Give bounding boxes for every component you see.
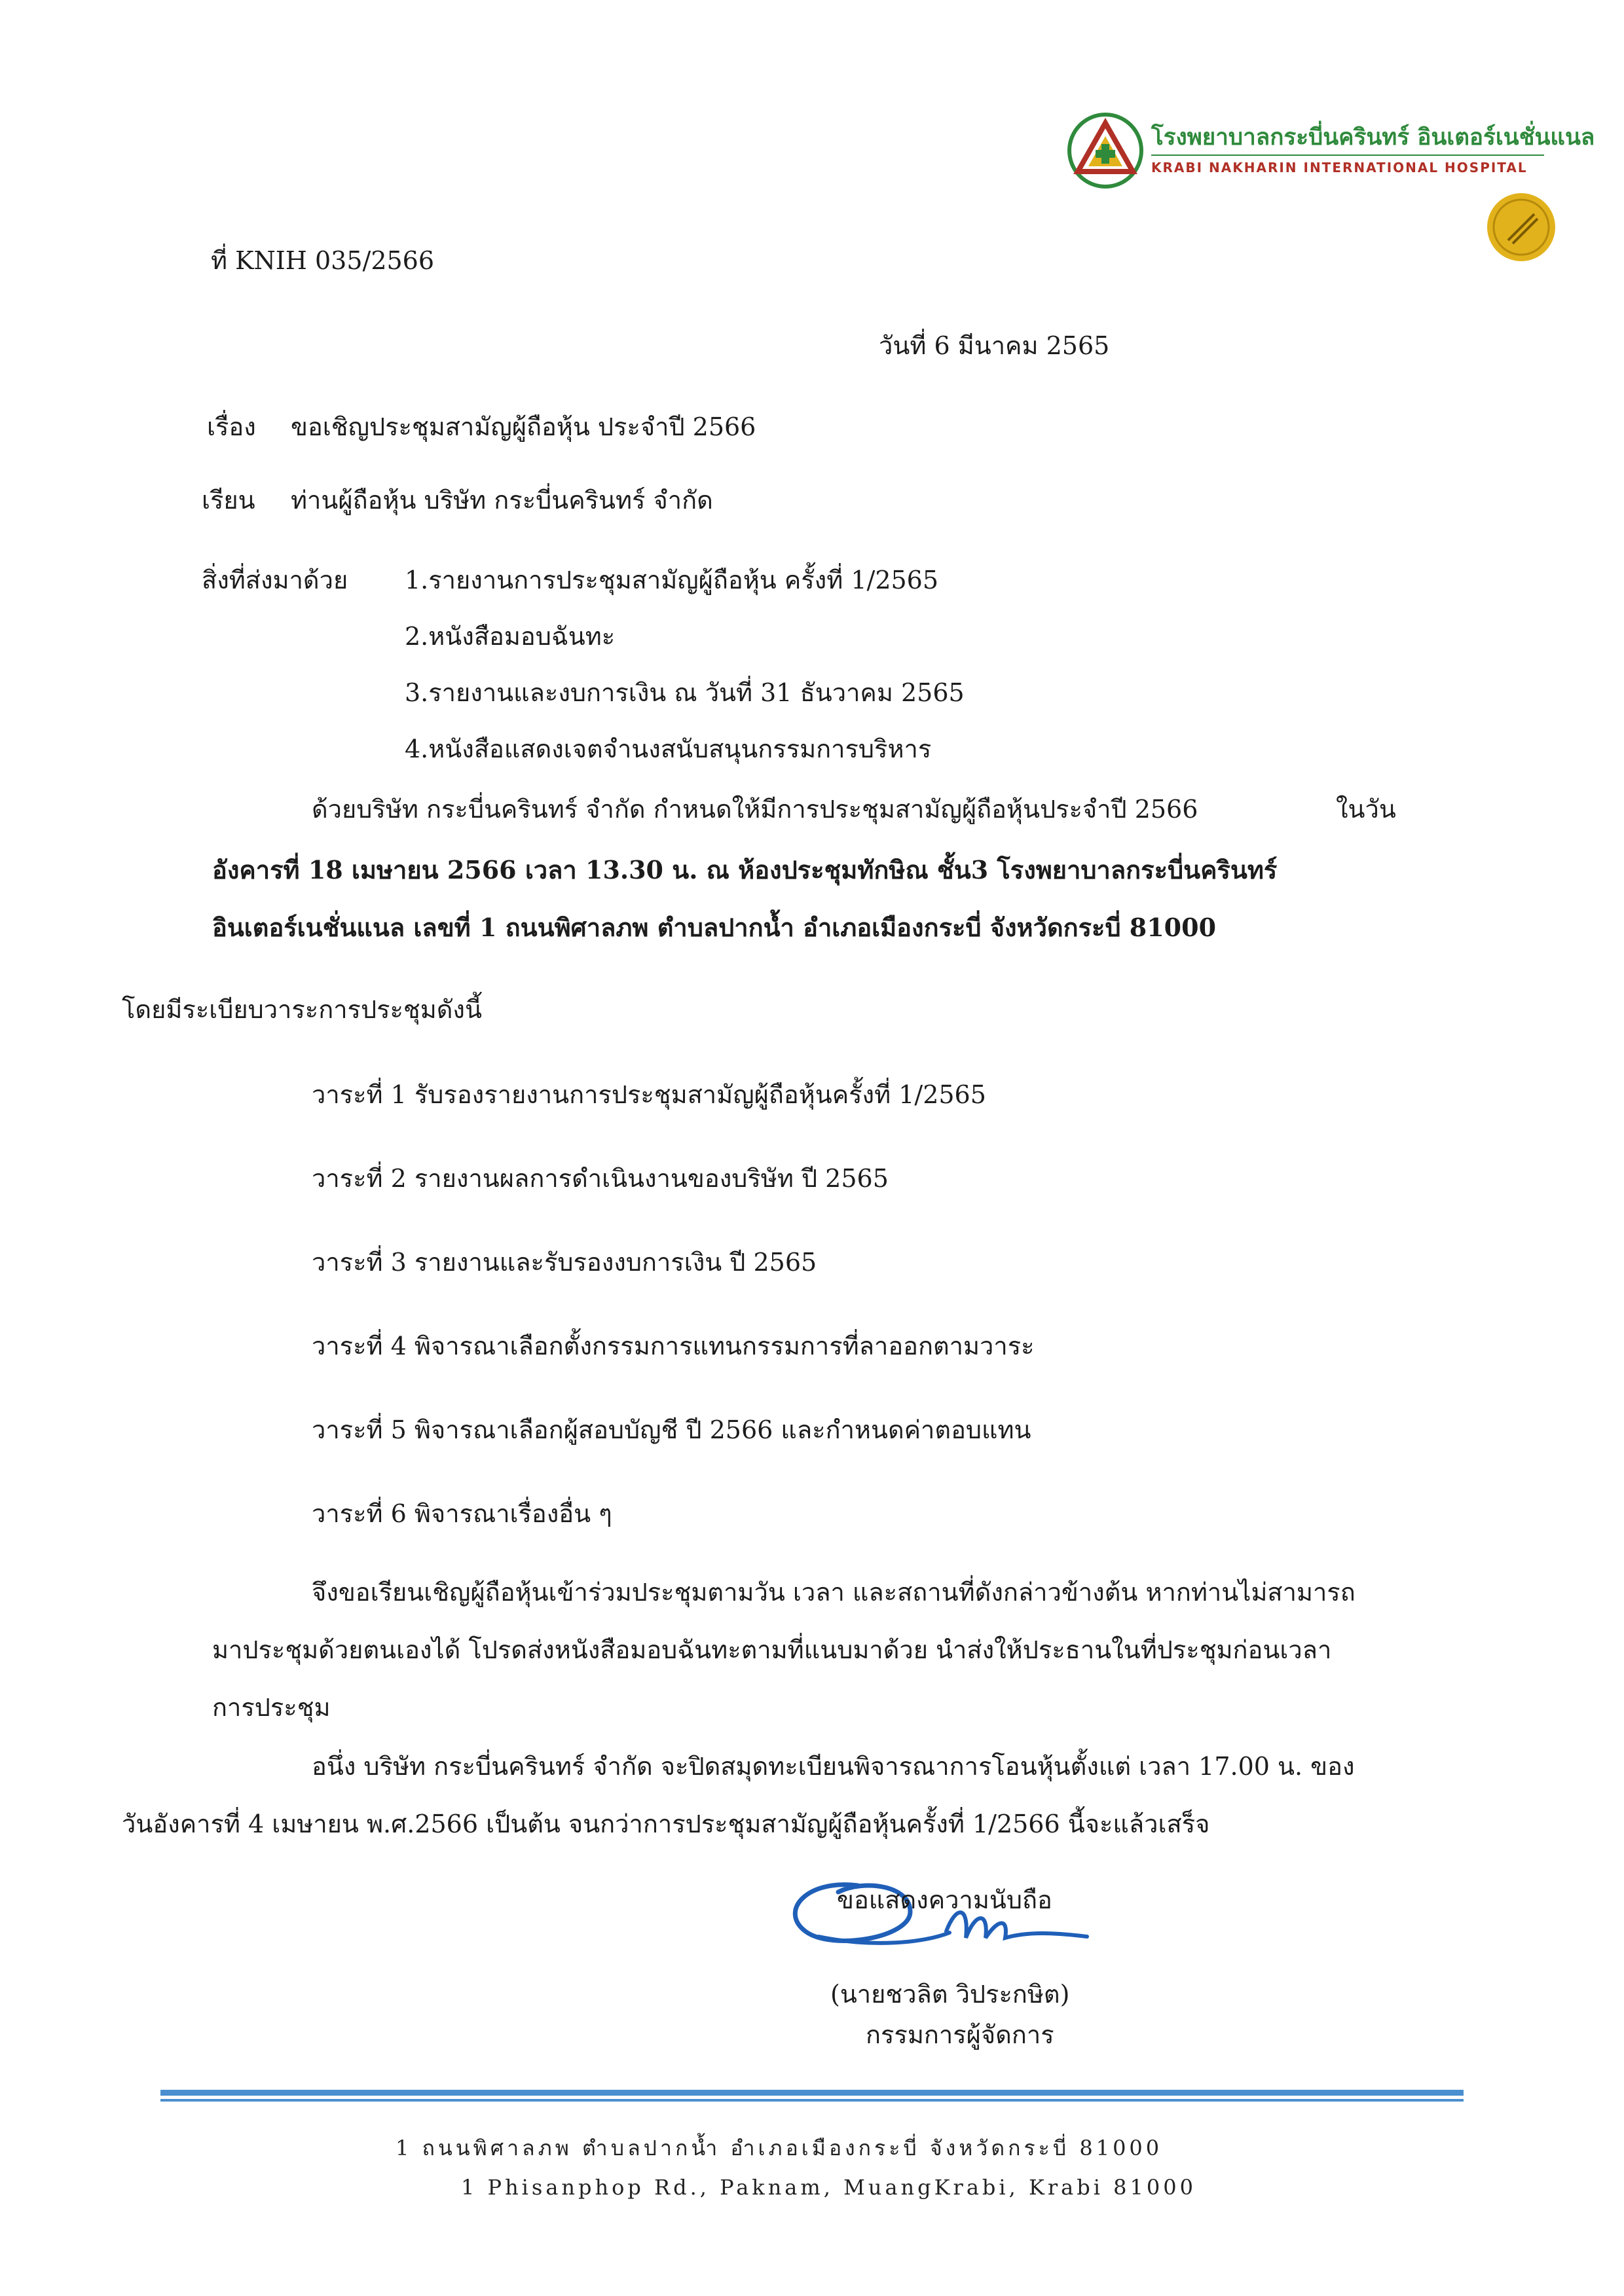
agenda-intro: โดยมีระเบียบวาระการประชุมดังนี้	[122, 995, 482, 1024]
intro-line-bold: อินเตอร์เนชั่นแนล เลขที่ 1 ถนนพิศาลภพ ตำบลปากน้ำ อำเภอเมืองกระบี่ จังหวัดกระบี่ 81000	[212, 913, 1217, 942]
subject-text: ขอเชิญประชุมสามัญผู้ถือหุ้น ประจำปี 2566	[291, 412, 756, 441]
footer-address-english: 1 Phisanphop Rd., Paknam, MuangKrabi, Krabi 81000	[461, 2175, 1196, 2200]
logo-divider	[1151, 155, 1544, 156]
intro-line-end: ในวัน	[1336, 795, 1396, 824]
footer-rule	[160, 2099, 1464, 2102]
agenda-item: วาระที่ 5 พิจารณาเลือกผู้สอบบัญชี ปี 2566 และกำหนดค่าตอบแทน	[312, 1415, 1031, 1444]
agenda-item: วาระที่ 1 รับรองรายงานการประชุมสามัญผู้ถือหุ้นครั้งที่ 1/2565	[312, 1080, 986, 1109]
intro-line-bold: อังคารที่ 18 เมษายน 2566 เวลา 13.30 น. ณ ห้องประชุมทักษิณ ชั้น3 โรงพยาบาลกระบี่นครินทร์	[212, 855, 1278, 884]
agenda-item: วาระที่ 6 พิจารณาเรื่องอื่น ๆ	[312, 1499, 612, 1528]
agenda-item: วาระที่ 2 รายงานผลการดำเนินงานของบริษัท ปี 2565	[312, 1164, 889, 1193]
regards-text: ขอแสดงความนับถือ	[837, 1886, 1052, 1914]
logo-english-name: KRABI NAKHARIN INTERNATIONAL HOSPITAL	[1151, 160, 1528, 175]
hospital-logo	[1066, 111, 1595, 275]
enclosure-item: 2.หนังสือมอบฉันทะ	[405, 622, 616, 651]
enclosures-label: สิ่งที่ส่งมาด้วย	[202, 566, 348, 594]
to-text: ท่านผู้ถือหุ้น บริษัท กระบี่นครินทร์ จำกัด	[291, 486, 713, 515]
signer-title: กรรมการผู้จัดการ	[866, 2020, 1054, 2049]
enclosure-item: 3.รายงานและงบการเงิน ณ วันที่ 31 ธันวาคม 2565	[405, 678, 965, 707]
letter-date: วันที่ 6 มีนาคม 2565	[879, 331, 1110, 360]
closing-paragraph-line: การประชุม	[212, 1693, 331, 1722]
hospital-emblem-icon	[1066, 111, 1145, 190]
letter-reference: ที่ KNIH 035/2566	[211, 246, 435, 275]
subject-label: เรื่อง	[207, 412, 256, 441]
intro-line: ด้วยบริษัท กระบี่นครินทร์ จำกัด กำหนดให้มีการประชุมสามัญผู้ถือหุ้นประจำปี 2566	[312, 795, 1198, 824]
enclosure-item: 1.รายงานการประชุมสามัญผู้ถือหุ้น ครั้งที่ 1/2565	[405, 566, 939, 594]
footer-rule	[160, 2090, 1464, 2096]
agenda-item: วาระที่ 3 รายงานและรับรองงบการเงิน ปี 2565	[312, 1248, 817, 1277]
to-label: เรียน	[202, 486, 255, 515]
signer-name: (นายชวลิต วิประกษิต)	[830, 1980, 1070, 2009]
closing-paragraph-line: อนึ่ง บริษัท กระบี่นครินทร์ จำกัด จะปิดสมุดทะเบียนพิจารณาการโอนหุ้นตั้งแต่ เวลา 17.00 น. ของ	[312, 1752, 1355, 1781]
enclosure-item: 4.หนังสือแสดงเจตจำนงสนับสนุนกรรมการบริหาร	[405, 735, 932, 763]
closing-paragraph-line: จึงขอเรียนเชิญผู้ถือหุ้นเข้าร่วมประชุมตามวัน เวลา และสถานที่ดังกล่าวข้างต้น หากท่านไม่สามารถ	[312, 1578, 1356, 1607]
footer-address-thai: 1 ถนนพิศาลภพ ตำบลปากน้ำ อำเภอเมืองกระบี่ จังหวัดกระบี่ 81000	[396, 2136, 1163, 2160]
logo-thai-name: โรงพยาบาลกระบี่นครินทร์ อินเตอร์เนชั่นแนล	[1151, 124, 1595, 151]
certification-seal-icon	[1485, 191, 1557, 263]
agenda-item: วาระที่ 4 พิจารณาเลือกตั้งกรรมการแทนกรรมการที่ลาออกตามวาระ	[312, 1332, 1035, 1360]
closing-paragraph-line: วันอังคารที่ 4 เมษายน พ.ศ.2566 เป็นต้น จนกว่าการประชุมสามัญผู้ถือหุ้นครั้งที่ 1/2566 นี้จะแล้วเสร็จ	[122, 1810, 1210, 1838]
closing-paragraph-line: มาประชุมด้วยตนเองได้ โปรดส่งหนังสือมอบฉันทะตามที่แนบมาด้วย นำส่งให้ประธานในที่ประชุมก่อนเวลา	[212, 1635, 1332, 1664]
